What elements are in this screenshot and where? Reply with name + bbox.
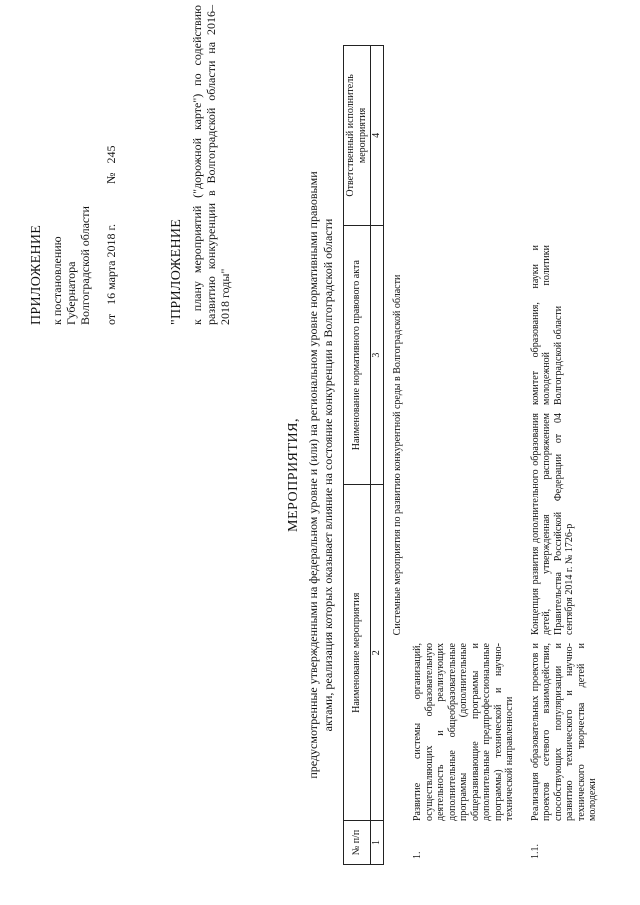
row-executor — [412, 245, 516, 405]
header-executor: Ответственный исполнитель мероприятия — [344, 46, 371, 226]
appendix-plan-text: к плану мероприятий ("дорожной карте") по содействию развитию конкуренции в Волгоградской области на 2016–2018 годы" — [190, 5, 232, 325]
row-measure-name: Развитие системы организаций, осуществляющих образовательную деятельность и реализующих дополнительные общеобразовательные программы (дополнительные общеразвивающие программы и дополнительные предпрофессиональные программы) технической и научно-технической направленности — [412, 643, 515, 821]
decree-dateline — [104, 5, 118, 325]
row-legal-act — [412, 405, 516, 635]
document-title: МЕРОПРИЯТИЯ, — [286, 418, 301, 532]
header-legal-act: Наименование нормативного правового акта — [344, 225, 371, 485]
column-number-2: 2 — [371, 485, 384, 821]
appendix-block — [30, 5, 118, 325]
row-legal-act: Концепция развития дополнительного образования детей, утвержденная распоряжением Правительства Российской Федерации от 04 сентября 2014 г. № 1726-р — [529, 413, 575, 635]
date-prefix: от — [104, 313, 118, 325]
appendix-line-2: Губернатора — [64, 261, 78, 325]
column-number-1: 1 — [371, 821, 384, 865]
appendix-plan-block — [170, 5, 232, 325]
column-number-4: 4 — [371, 46, 384, 226]
decree-date: 16 марта 2018 г. — [104, 223, 118, 305]
table-column-numbers-row — [371, 46, 384, 865]
column-number-3: 3 — [371, 225, 384, 485]
table-header-row — [344, 46, 371, 865]
row-executor: комитет образования, науки и молодежной политики Волгоградской области — [529, 245, 564, 405]
subtitle-line-2: актами, реализация которых оказывает влияние на состояние конкуренции в Волгоградской области — [321, 218, 335, 732]
row-number: 1.1. — [529, 844, 541, 859]
appendix-line-1: к постановлению — [50, 236, 64, 325]
decree-number: 245 — [104, 145, 118, 164]
table-row — [412, 45, 516, 865]
appendix-line-3: Волгоградской области — [78, 206, 92, 325]
appendix-plan-heading: "ПРИЛОЖЕНИЕ — [169, 218, 184, 325]
header-number: № п/п — [344, 821, 371, 865]
appendix-heading: ПРИЛОЖЕНИЕ — [29, 224, 44, 325]
subtitle-line-1: предусмотренные утвержденными на федеральном уровне и (или) на региональном уровне нормативными правовыми — [306, 171, 320, 779]
header-measure-name: Наименование мероприятия — [344, 485, 371, 821]
measures-list — [412, 45, 613, 865]
table-row — [530, 45, 599, 865]
measures-table-header — [343, 45, 384, 865]
number-label: № — [104, 172, 118, 184]
section-title: Системные мероприятия по развитию конкурентной среды в Волгоградской области — [392, 274, 403, 636]
row-measure-name: Реализация образовательных проектов и проектов сетевого взаимодействия, способствующих популяризации и развитию технического и научно-технического творчества детей и молодежи — [529, 643, 598, 821]
document-subtitle — [306, 135, 336, 815]
row-number: 1. — [412, 851, 423, 859]
